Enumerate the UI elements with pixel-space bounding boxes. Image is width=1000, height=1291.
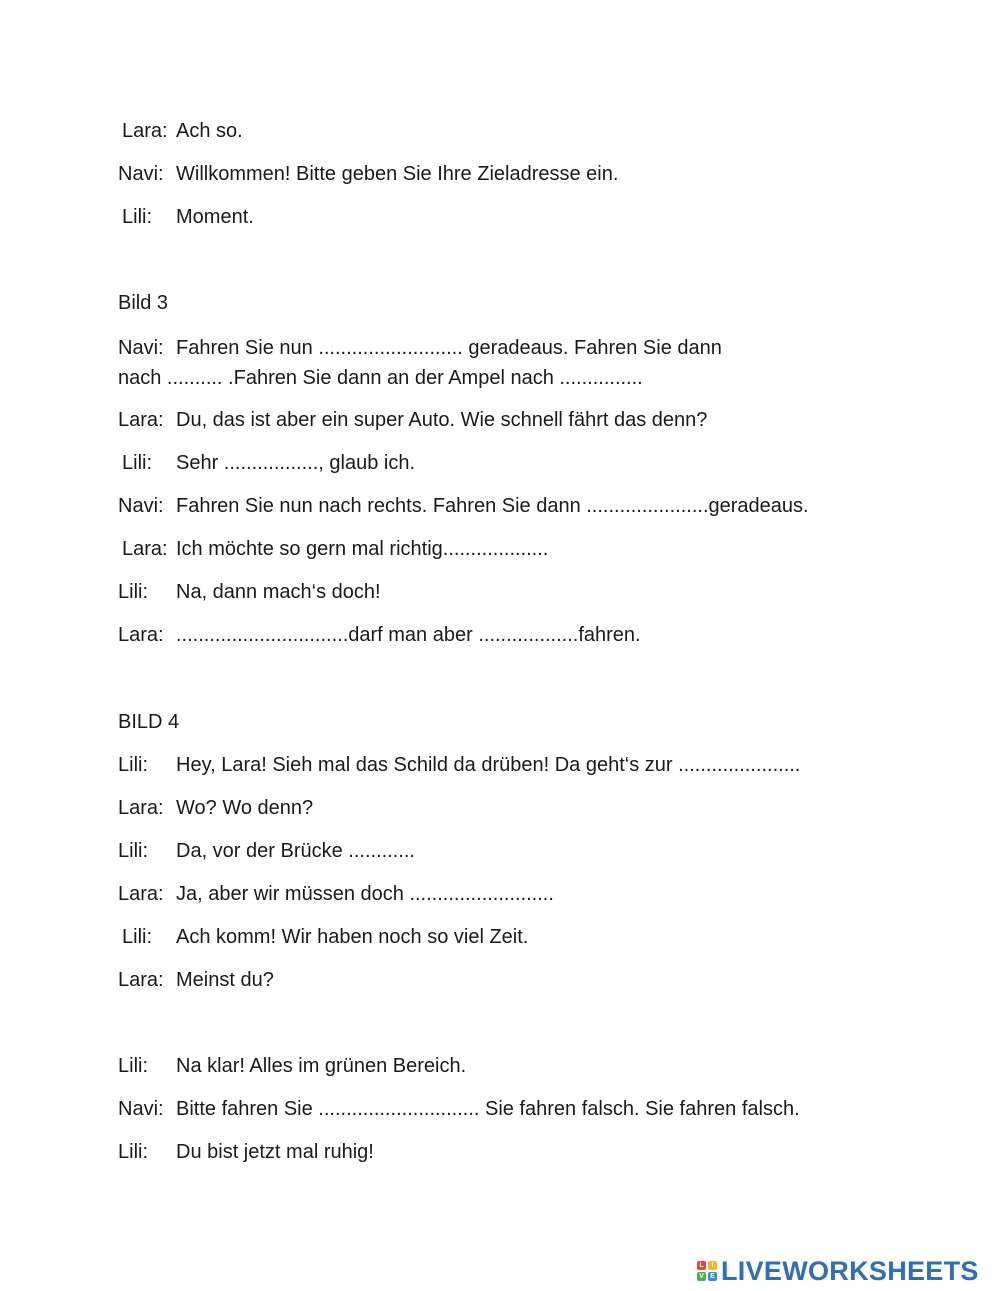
speaker-label: Navi: xyxy=(118,163,164,185)
dialogue-text: Bitte fahren Sie ............................. Sie fahren falsch. Sie fahren falsch. xyxy=(176,1098,800,1120)
dialogue-text: Wo? Wo denn? xyxy=(176,797,314,819)
dialogue-text: Da, vor der Brücke ............ xyxy=(176,840,415,862)
logo-tile: V xyxy=(697,1272,706,1281)
dialogue-text: Na klar! Alles im grünen Bereich. xyxy=(176,1055,467,1077)
speaker-label: Lili: xyxy=(118,581,149,603)
speaker-label: Navi: xyxy=(118,1098,164,1120)
speaker-label: Lili: xyxy=(118,840,149,862)
speaker-label: Lili: xyxy=(122,452,153,474)
dialogue-text: Ja, aber wir müssen doch .......................... xyxy=(176,883,554,905)
dialogue-text: Fahren Sie nun .......................... geradeaus. Fahren Sie dann xyxy=(176,337,722,359)
speaker-label: Lara: xyxy=(118,624,164,646)
speaker-label: Lara: xyxy=(118,883,164,905)
section-heading-bild-4: BILD 4 xyxy=(118,711,180,733)
dialogue-text: Moment. xyxy=(176,206,254,228)
speaker-label: Lili: xyxy=(118,1141,149,1163)
dialogue-text: Du, das ist aber ein super Auto. Wie schnell fährt das denn? xyxy=(176,409,708,431)
speaker-label: Lili: xyxy=(122,926,153,948)
logo-tile: E xyxy=(708,1272,717,1281)
logo-tiles-icon xyxy=(697,1261,717,1281)
speaker-label: Lili: xyxy=(122,206,153,228)
dialogue-text: Fahren Sie nun nach rechts. Fahren Sie dann ......................geradeaus. xyxy=(176,495,809,517)
dialogue-text: Willkommen! Bitte geben Sie Ihre Zieladresse ein. xyxy=(176,163,619,185)
logo-text: LIVEWORKSHEETS xyxy=(721,1255,979,1286)
logo-tile: L xyxy=(697,1261,706,1270)
dialogue-text: Ach komm! Wir haben noch so viel Zeit. xyxy=(176,926,529,948)
dialogue-text: Ach so. xyxy=(176,120,243,142)
speaker-label: Lili: xyxy=(118,1055,149,1077)
dialogue-text: Du bist jetzt mal ruhig! xyxy=(176,1141,374,1163)
speaker-label: Navi: xyxy=(118,337,164,359)
liveworksheets-logo[interactable] xyxy=(697,1256,979,1286)
speaker-label: Lara: xyxy=(118,797,164,819)
dialogue-text: ...............................darf man aber ..................fahren. xyxy=(176,624,641,646)
section-heading-bild-3: Bild 3 xyxy=(118,292,169,314)
speaker-label: Navi: xyxy=(118,495,164,517)
speaker-label: Lara: xyxy=(118,969,164,991)
logo-tile: I xyxy=(708,1261,717,1270)
speaker-label: Lara: xyxy=(122,120,168,142)
dialogue-text: Na, dann mach‘s doch! xyxy=(176,581,381,603)
dialogue-text: Meinst du? xyxy=(176,969,274,991)
dialogue-text: Hey, Lara! Sieh mal das Schild da drüben! Da geht‘s zur ...................... xyxy=(176,754,801,776)
dialogue-continuation: nach .......... .Fahren Sie dann an der Ampel nach ............... xyxy=(118,367,643,389)
speaker-label: Lili: xyxy=(118,754,149,776)
dialogue-text: Ich möchte so gern mal richtig................... xyxy=(176,538,549,560)
speaker-label: Lara: xyxy=(118,409,164,431)
speaker-label: Lara: xyxy=(122,538,168,560)
dialogue-text: Sehr ................., glaub ich. xyxy=(176,452,415,474)
